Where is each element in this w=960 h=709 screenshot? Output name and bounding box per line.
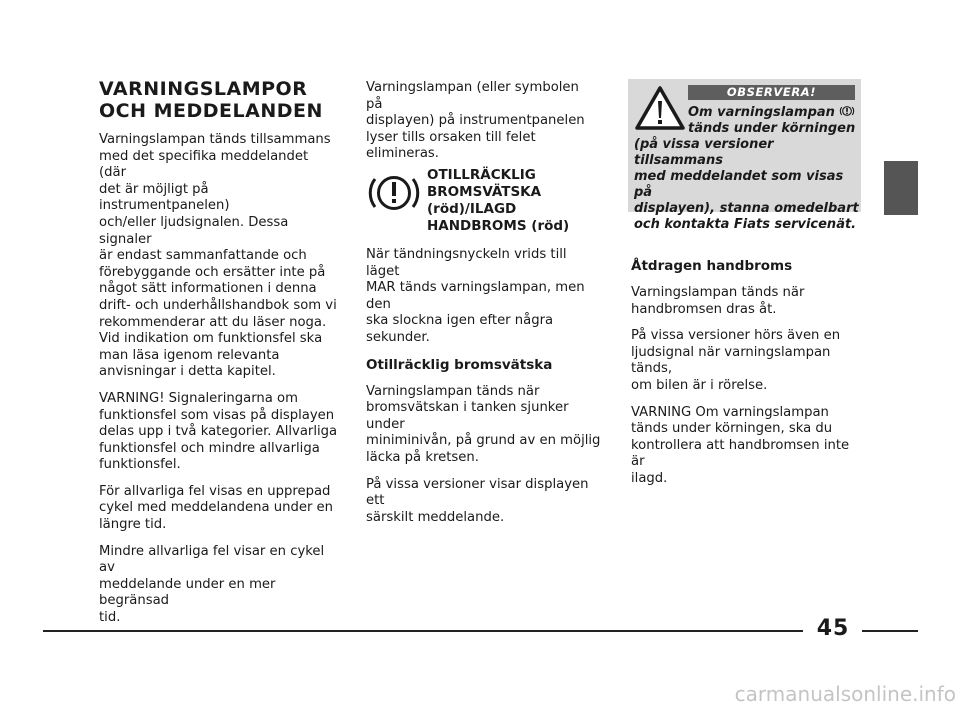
warning-triangle-icon [634, 85, 686, 131]
page-number: 45 [816, 616, 850, 641]
section-heading-suffix: (röd) [526, 218, 570, 234]
column-left [99, 132, 339, 637]
observera-note [628, 79, 861, 232]
note-body: (på vissa versioner tillsammans med meddelandet som visas på displayen), stanna omedelbart och kontakta Fiats servicenät. [634, 137, 859, 232]
note-line2: tänds under körningen [688, 121, 856, 136]
note-lead [688, 104, 858, 137]
intro-paragraph: Varningslampan (eller symbolen på displayen) på instrumentpanelen lyser tills orsaken till felet elimineras. [366, 80, 585, 162]
paragraph: Mindre allvarliga fel visar en cykel av meddelande under en mer begränsad tid. [99, 543, 325, 626]
paragraph: VARNING Om varningslampan tänds under körningen, ska du kontrollera att handbromsen inte är ilagd. [631, 404, 850, 486]
paragraph: För allvarliga fel visas en upprepad cykel med meddelandena under en längre tid. [99, 483, 334, 533]
chapter-tab [884, 161, 918, 215]
paragraph: Varningslampan tänds när handbromsen dras åt. [631, 285, 805, 317]
paragraph: VARNING! Signaleringarna om funktionsfel som visas på displayen delas upp i två kategorier. Allvarliga funktionsfel och mindre allvarliga funktionsfel. [99, 390, 338, 473]
subheading: Otillräcklig bromsvätska [366, 356, 553, 373]
footer-rule [862, 630, 918, 632]
brake-warning-icon [839, 105, 855, 120]
paragraph: På vissa versioner visar displayen ett särskilt meddelande. [366, 476, 589, 525]
column-right [631, 258, 861, 498]
column-middle-intro [366, 80, 596, 173]
paragraph: På vissa versioner hörs även en ljudsignal när varningslampan tänds, om bilen är i rörelse. [631, 328, 841, 393]
paragraph: Varningslampan tänds när bromsvätskan i tanken sjunker under miniminivån, på grund av en möjlig läcka på kretsen. [366, 383, 601, 465]
paragraph: När tändningsnyckeln vrids till läget MAR tänds varningslampan, men den ska slockna igen efter några sekunder. [366, 247, 585, 345]
section-heading [427, 167, 607, 235]
note-banner: OBSERVERA! [688, 85, 855, 100]
column-middle [366, 247, 602, 536]
note-line1: Om varningslampan [688, 105, 835, 120]
subheading: Åtdragen handbroms [631, 258, 793, 274]
paragraph: Varningslampan tänds tillsammans med det specifika meddelandet (där det är möjligt på instrumentpanelen) och/eller ljudsignalen. Dessa signaler är endast sammanfattande och förebyggande och ersätter inte på något sätt informationen i denna drift- och underhållshandbok som vi rekommenderar att du läser noga. Vid indikation om funktionsfel ska man läsa igenom relevanta anvisningar i detta kapitel. [99, 132, 337, 380]
page-heading: VARNINGSLAMPOR OCH MEDDELANDEN [99, 78, 323, 122]
section-heading-text: OTILLRÄCKLIG BROMSVÄTSKA (röd)/ILAGD HANDBROMS [427, 167, 542, 234]
footer-rule [43, 630, 803, 632]
brake-warning-icon [366, 168, 422, 218]
watermark: carmanualsonline.info [734, 682, 956, 706]
